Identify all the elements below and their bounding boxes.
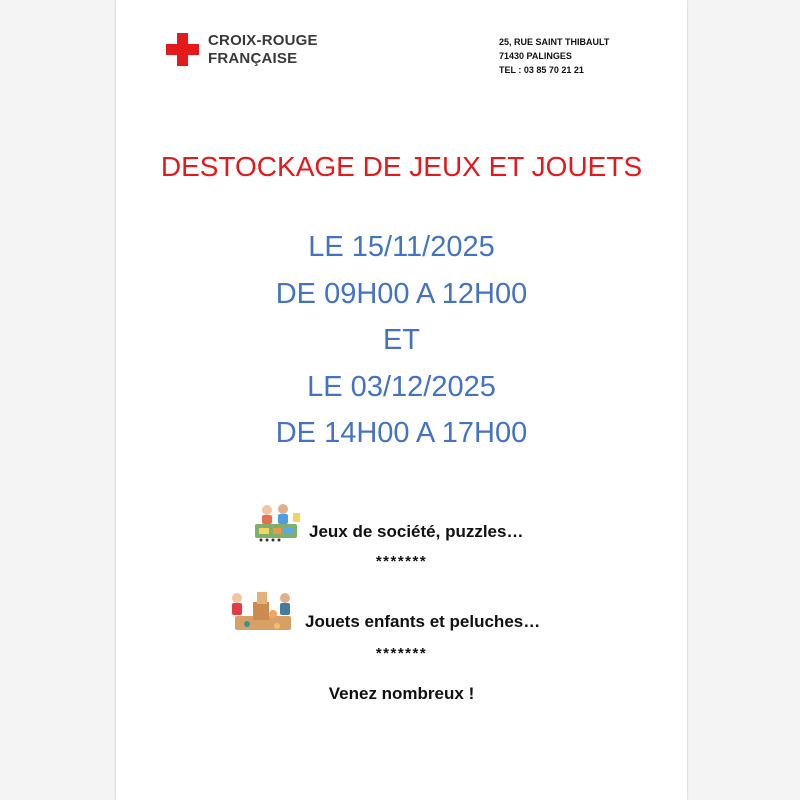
separator: ******* — [375, 553, 428, 570]
list-item-label: Jeux de société, puzzles… — [309, 522, 524, 541]
list-item-label: Jouets enfants et peluches… — [305, 612, 541, 631]
address-city: 71430 PALINGES — [499, 51, 572, 61]
page-title: DESTOCKAGE DE JEUX ET JOUETS — [160, 151, 643, 182]
address-phone: TEL : 03 85 70 21 21 — [499, 65, 584, 75]
flyer-page — [116, 0, 687, 800]
red-cross-icon — [166, 33, 199, 66]
address-street: 25, RUE SAINT THIBAULT — [499, 37, 610, 47]
schedule-date2: LE 03/12/2025 — [307, 370, 496, 403]
board-games-clipart-icon — [253, 500, 303, 542]
schedule-hours2: DE 14H00 A 17H00 — [275, 417, 528, 449]
closing-message: Venez nombreux ! — [328, 684, 475, 703]
address-block — [499, 35, 609, 77]
list-item-board-games — [253, 500, 523, 542]
separator: ******* — [375, 645, 428, 662]
schedule-hours1: DE 09H00 A 12H00 — [275, 277, 528, 310]
organization-name-line1: CROIX-ROUGE — [208, 32, 318, 49]
organization-logo-text — [208, 32, 318, 68]
schedule-block — [116, 224, 687, 457]
schedule-conjunction: ET — [382, 324, 421, 356]
schedule-date1: LE 15/11/2025 — [308, 231, 495, 263]
list-item-toys — [227, 584, 540, 632]
kids-toys-clipart-icon — [227, 584, 299, 632]
organization-name-line2: FRANÇAISE — [208, 50, 298, 67]
